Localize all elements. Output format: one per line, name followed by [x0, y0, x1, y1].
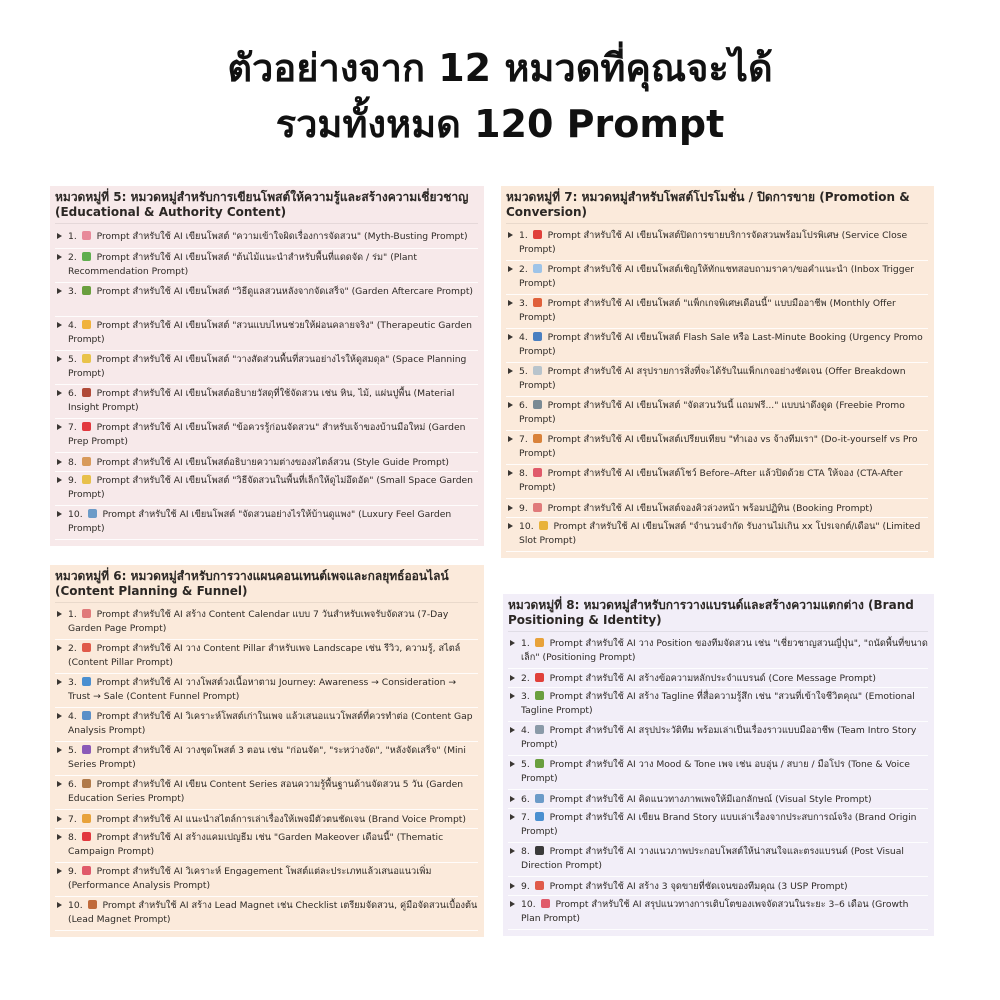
expand-triangle-icon[interactable] — [510, 761, 515, 767]
pin-icon — [82, 422, 91, 431]
prompt-list-item[interactable] — [55, 249, 478, 283]
prompt-number: 3. — [521, 691, 533, 702]
prompt-title: Prompt สำหรับใช้ AI เขียนโพสต์ "แพ็กเกจพิเศษเดือนนี้" แบบมืออาชีพ (Monthly Offer Prompt) — [519, 298, 896, 323]
pin-icon — [82, 832, 91, 841]
prompt-text — [519, 399, 928, 427]
expand-triangle-icon[interactable] — [57, 356, 62, 362]
prompt-title: Prompt สำหรับใช้ AI เขียนโพสต์ "ความเข้าใจผิดเรื่องการจัดสวน" (Myth-Busting Prompt) — [93, 230, 468, 242]
prompt-number: 2. — [68, 252, 80, 263]
prompt-title: Prompt สำหรับใช้ AI เขียนโพสต์ "จำนวนจำกัด รับงานไม่เกิน xx โปรเจกต์/เดือน" (Limited Slot Prompt) — [519, 521, 921, 546]
prompt-number: 9. — [68, 475, 80, 486]
prompt-text — [521, 724, 928, 752]
prompt-list-item[interactable] — [55, 897, 478, 931]
camera-icon — [535, 846, 544, 855]
prompt-number: 3. — [68, 677, 80, 688]
prompt-title: Prompt สำหรับใช้ AI เขียนโพสต์ "จัดสวนอย่างไรให้บ้านดูแพง" (Luxury Feel Garden Prompt) — [68, 509, 452, 534]
prompt-title: Prompt สำหรับใช้ AI วาง Content Pillar สำหรับเพจ Landscape เช่น รีวิว, ความรู้, สไตล์ (Content Pillar Prompt) — [68, 643, 461, 668]
chart-up-icon — [533, 468, 542, 477]
prompt-list-item[interactable] — [55, 640, 478, 674]
expand-triangle-icon[interactable] — [57, 713, 62, 719]
prompt-number: 9. — [68, 866, 80, 877]
expand-triangle-icon[interactable] — [510, 675, 515, 681]
brick-icon — [82, 388, 91, 397]
prompt-list-item[interactable] — [55, 472, 478, 506]
expand-triangle-icon[interactable] — [510, 814, 515, 820]
prompt-number: 7. — [68, 422, 80, 433]
prompt-text — [68, 676, 478, 704]
prompt-text — [68, 744, 478, 772]
prompt-text — [521, 898, 928, 926]
prompt-number: 5. — [521, 759, 533, 770]
prompt-title: Prompt สำหรับใช้ AI สรุปประวัติทีม พร้อมเล่าเป็นเรื่องราวแบบมืออาชีพ (Team Intro Story Prompt) — [521, 725, 917, 750]
prompt-list-item[interactable] — [55, 419, 478, 453]
expand-triangle-icon[interactable] — [57, 868, 62, 874]
prompt-text — [519, 520, 928, 548]
prompt-title: Prompt สำหรับใช้ AI วางชุดโพสต์ 3 ตอน เช่น "ก่อนจัด", "ระหว่างจัด", "หลังจัดเสร็จ" (Mini Series Prompt) — [68, 745, 466, 770]
prompt-title: Prompt สำหรับใช้ AI วาง Position ของทีมจัดสวน เช่น "เชี่ยวชาญสวนญี่ปุ่น", "ถนัดพื้นที่ขนาดเล็ก" (Positioning Prompt) — [521, 638, 928, 663]
prompt-text — [68, 387, 478, 415]
prompt-text — [521, 690, 928, 718]
prompt-number: 4. — [519, 332, 531, 343]
prompt-list-item[interactable] — [55, 829, 478, 863]
expand-triangle-icon[interactable] — [510, 693, 515, 699]
hero-heading — [0, 40, 1000, 152]
prompt-number: 4. — [68, 711, 80, 722]
prompt-number: 10. — [68, 900, 86, 911]
expand-triangle-icon[interactable] — [510, 727, 515, 733]
expand-triangle-icon[interactable] — [510, 796, 515, 802]
prompt-list-item[interactable] — [55, 317, 478, 351]
prompt-text — [68, 642, 478, 670]
prompt-text — [68, 899, 478, 927]
prompt-list-item[interactable] — [506, 329, 928, 363]
prompt-list-item[interactable] — [508, 877, 928, 896]
prompt-number: 4. — [68, 320, 80, 331]
herb-icon — [535, 691, 544, 700]
prompt-list-item[interactable] — [508, 669, 928, 688]
expand-triangle-icon[interactable] — [57, 611, 62, 617]
prompt-text — [521, 637, 928, 665]
prompt-title: Prompt สำหรับใช้ AI เขียนโพสต์ "วิธีดูแลสวนหลังจากจัดเสร็จ" (Garden Aftercare Prompt) — [93, 286, 474, 297]
expand-triangle-icon[interactable] — [57, 288, 62, 294]
ruler-icon — [82, 354, 91, 363]
prompt-list-item[interactable] — [55, 863, 478, 897]
notepad-icon — [535, 725, 544, 734]
prompt-text — [519, 467, 928, 495]
target-icon — [533, 230, 542, 239]
prompt-list-item[interactable] — [506, 518, 928, 552]
prompt-title: Prompt สำหรับใช้ AI สร้าง Content Calendar แบบ 7 วันสำหรับเพจรับจัดสวน (7-Day Garden Page Prompt) — [68, 609, 449, 634]
expand-triangle-icon[interactable] — [57, 511, 62, 517]
target-icon — [535, 673, 544, 682]
expand-triangle-icon[interactable] — [57, 834, 62, 840]
prompt-title: Prompt สำหรับใช้ AI วางโพสต์วงเนื้อหาตาม Journey: Awareness → Consideration → Trust → Sale (Content Funnel Prompt) — [68, 677, 457, 702]
prompt-text — [68, 608, 478, 636]
prompt-list-item[interactable] — [55, 606, 478, 640]
expand-triangle-icon[interactable] — [508, 470, 513, 476]
prompt-list-item[interactable] — [55, 742, 478, 776]
prompt-title: Prompt สำหรับใช้ AI เขียนโพสต์เชิญให้ทักแชทสอบถามราคา/ขอคำแนะนำ (Inbox Trigger Prompt) — [519, 264, 915, 289]
expand-triangle-icon[interactable] — [57, 645, 62, 651]
sparkle-icon — [82, 814, 91, 823]
prompt-title: Prompt สำหรับใช้ AI เขียน Brand Story แบบเล่าเรื่องจากประสบการณ์จริง (Brand Origin Prompt) — [521, 812, 917, 837]
chat-icon — [533, 264, 542, 273]
prompt-list-item[interactable] — [508, 896, 928, 930]
prompt-number: 1. — [521, 638, 533, 649]
prompt-number: 2. — [519, 264, 531, 275]
prompt-title: Prompt สำหรับใช้ AI วางแนวภาพประกอบโพสต์ให้น่าสนใจและตรงแบรนด์ (Post Visual Direction Prompt) — [521, 846, 904, 871]
picture-icon — [88, 509, 97, 518]
pill-icon — [535, 881, 544, 890]
herb-icon — [535, 759, 544, 768]
prompt-title: Prompt สำหรับใช้ AI เขียนโพสต์ "ต้นไม้แนะนำสำหรับพื้นที่แดดจัด / ร่ม" (Plant Recommendation Prompt) — [68, 252, 417, 277]
prompt-title: Prompt สำหรับใช้ AI วิเคราะห์โพสต์เก่าในเพจ แล้วเสนอแนวโพสต์ที่ควรทำต่อ (Content Gap Analysis Prompt) — [68, 711, 473, 736]
cart-icon — [533, 400, 542, 409]
expand-triangle-icon[interactable] — [57, 679, 62, 685]
prompt-title: Prompt สำหรับใช้ AI เขียนโพสต์เปรียบเทียบ "ทำเอง vs จ้างทีมเรา" (Do-it-yourself vs Pro Prompt) — [519, 434, 918, 459]
prompt-text — [519, 263, 928, 291]
prompt-title: Prompt สำหรับใช้ AI เขียนโพสต์ "จัดสวนวันนี้ แถมฟรี..." แบบน่าดึงดูด (Freebie Promo Prompt) — [519, 400, 905, 425]
prompt-text — [519, 433, 928, 461]
expand-triangle-icon[interactable] — [508, 523, 513, 529]
prompt-text — [521, 811, 928, 839]
prompt-title: Prompt สำหรับใช้ AI เขียนโพสต์โชว์ Before–After แล้วปิดด้วย CTA ให้จอง (CTA-After Prompt) — [519, 468, 903, 493]
panel-header: หมวดหมู่ที่ 8: หมวดหมู่สำหรับการวางแบรนด์และสร้างความแตกต่าง (Brand Positioning & Identity) — [508, 598, 928, 632]
prompt-list-item[interactable] — [508, 809, 928, 843]
prompt-list-item[interactable] — [55, 227, 478, 249]
prompt-title: Prompt สำหรับใช้ AI เขียนโพสต์ "วางสัดส่วนพื้นที่สวนอย่างไรให้ดูสมดุล" (Space Planning Prompt) — [68, 354, 467, 379]
expand-triangle-icon[interactable] — [510, 901, 515, 907]
expand-triangle-icon[interactable] — [57, 424, 62, 430]
expand-triangle-icon[interactable] — [510, 640, 515, 646]
prompt-number: 7. — [521, 812, 533, 823]
prompt-text — [521, 793, 928, 807]
prompt-list-item[interactable] — [506, 261, 928, 295]
expand-triangle-icon[interactable] — [508, 436, 513, 442]
expand-triangle-icon[interactable] — [510, 848, 515, 854]
cabinet-icon — [82, 779, 91, 788]
prompt-text — [521, 758, 928, 786]
prompt-text — [68, 230, 478, 244]
prompt-text — [68, 710, 478, 738]
prompt-title: Prompt สำหรับใช้ AI เขียนโพสต์ปิดการขายบริการจัดสวนพร้อมโปรพิเศษ (Service Close Prompt) — [519, 230, 908, 255]
prompt-list-item[interactable] — [508, 722, 928, 756]
expand-triangle-icon[interactable] — [57, 477, 62, 483]
prompt-title: Prompt สำหรับใช้ AI สร้างข้อความหลักประจำแบรนด์ (Core Message Prompt) — [546, 672, 876, 684]
pill-icon — [82, 643, 91, 652]
prompt-title: Prompt สำหรับใช้ AI คิดแนวทางภาพเพจให้มีเอกลักษณ์ (Visual Style Prompt) — [546, 793, 872, 805]
prompt-title: Prompt สำหรับใช้ AI เขียนโพสต์ "สวนแบบไหนช่วยให้ผ่อนคลายจริง" (Therapeutic Garden Prompt) — [68, 320, 472, 345]
calendar-icon — [82, 609, 91, 618]
expand-triangle-icon[interactable] — [508, 300, 513, 306]
prompt-number: 3. — [519, 298, 531, 309]
prompt-title: Prompt สำหรับใช้ AI วิเคราะห์ Engagement โพสต์แต่ละประเภทแล้วเสนอแนวเพิ่ม (Performance Analysis Prompt) — [68, 866, 432, 891]
prompt-title: Prompt สำหรับใช้ AI เขียนโพสต์จองคิวล่วงหน้า พร้อมปฏิทิน (Booking Prompt) — [544, 502, 873, 514]
triangle-ruler-icon — [82, 475, 91, 484]
expand-triangle-icon[interactable] — [57, 747, 62, 753]
prompt-title: Prompt สำหรับใช้ AI สร้าง Tagline ที่สื่อความรู้สึก เช่น "สวนที่เข้าใจชีวิตคุณ" (Emotional Tagline Prompt) — [521, 691, 915, 716]
prompt-list-item[interactable] — [55, 674, 478, 708]
prompt-list-item[interactable] — [506, 295, 928, 329]
expand-triangle-icon[interactable] — [57, 902, 62, 908]
prompt-list-item[interactable] — [55, 810, 478, 829]
plant-icon — [82, 252, 91, 261]
prompt-list-item[interactable] — [506, 363, 928, 397]
bar-chart-icon — [82, 711, 91, 720]
label-icon — [533, 298, 542, 307]
panel-category-7 — [501, 186, 934, 558]
prompt-number: 10. — [521, 899, 539, 910]
prompt-title: Prompt สำหรับใช้ AI สร้าง 3 จุดขายที่ชัดเจนของทีมคุณ (3 USP Prompt) — [546, 880, 848, 892]
prompt-number: 8. — [521, 846, 533, 857]
prompt-number: 8. — [68, 832, 80, 843]
prompt-text — [519, 365, 928, 393]
prompt-number: 2. — [521, 672, 533, 684]
prompt-list-item[interactable] — [506, 227, 928, 261]
panel-category-6 — [50, 565, 484, 937]
lock-icon — [539, 521, 548, 530]
prompt-list-item[interactable] — [506, 465, 928, 499]
palette-icon — [82, 457, 91, 466]
prompt-number: 5. — [519, 366, 531, 377]
expand-triangle-icon[interactable] — [57, 781, 62, 787]
expand-triangle-icon[interactable] — [508, 368, 513, 374]
prompt-title: Prompt สำหรับใช้ AI สรุปรายการสิ่งที่จะได้รับในแพ็กเกจอย่างชัดเจน (Offer Breakdown Prompt) — [519, 366, 906, 391]
panel-category-8 — [503, 594, 934, 936]
prompt-list-item[interactable] — [506, 431, 928, 465]
prompt-list-item[interactable] — [508, 688, 928, 722]
prompt-list-item[interactable] — [508, 756, 928, 790]
refresh-icon — [82, 677, 91, 686]
prompt-text — [68, 285, 478, 299]
prompt-list-item[interactable] — [506, 397, 928, 431]
prompt-list-item[interactable] — [508, 790, 928, 809]
prompt-list-item[interactable] — [508, 843, 928, 877]
prompt-title: Prompt สำหรับใช้ AI สร้าง Lead Magnet เช่น Checklist เตรียมจัดสวน, คู่มือจัดสวนเบื้องต้น (Lead Magnet Prompt) — [68, 900, 478, 925]
prompt-text — [68, 319, 478, 347]
prompt-list-item[interactable] — [508, 635, 928, 669]
prompt-list-item[interactable] — [55, 506, 478, 540]
prompt-number: 10. — [68, 509, 86, 520]
prompt-number: 3. — [68, 286, 80, 297]
prompt-text — [68, 251, 478, 279]
hero-line-2: รวมทั้งหมด 120 Prompt — [275, 102, 725, 146]
prompt-list-item[interactable] — [55, 453, 478, 472]
prompt-text — [68, 778, 478, 806]
prompt-text — [521, 845, 928, 873]
panel-category-5 — [50, 186, 484, 546]
megaphone-icon — [533, 332, 542, 341]
prompt-title: Prompt สำหรับใช้ AI เขียนโพสต์ Flash Sale หรือ Last-Minute Booking (Urgency Promo Prompt) — [519, 332, 923, 357]
handshake-icon — [533, 434, 542, 443]
prompt-number: 1. — [68, 230, 80, 242]
prompt-list-item[interactable] — [506, 499, 928, 518]
prompt-number: 5. — [68, 745, 80, 756]
candle-icon — [82, 320, 91, 329]
prompt-number: 9. — [521, 880, 533, 892]
prompt-text — [68, 353, 478, 381]
prompt-text — [68, 456, 478, 470]
prompt-number: 1. — [519, 230, 531, 241]
prompt-number: 10. — [519, 521, 537, 532]
prompt-text — [521, 880, 928, 894]
prompt-number: 6. — [521, 793, 533, 805]
prompt-title: Prompt สำหรับใช้ AI เขียนโพสต์อธิบายวัสดุที่ใช้จัดสวน เช่น หิน, ไม้, แผ่นปูพื้น (Material Insight Prompt) — [68, 388, 455, 413]
prompt-title: Prompt สำหรับใช้ AI สร้างแคมเปญธีม เช่น "Garden Makeover เดือนนี้" (Thematic Campaign Prompt) — [68, 832, 444, 857]
prompt-text — [519, 297, 928, 325]
prompt-text — [519, 331, 928, 359]
prompt-number: 2. — [68, 643, 80, 654]
prompt-title: Prompt สำหรับใช้ AI สรุปแนวทางการเติบโตของเพจจัดสวนในระยะ 3–6 เดือน (Growth Plan Prompt) — [521, 899, 909, 924]
herb-icon — [82, 286, 91, 295]
prompt-list-item[interactable] — [55, 351, 478, 385]
picture-icon — [535, 794, 544, 803]
panel-header: หมวดหมู่ที่ 5: หมวดหมู่สำหรับการเขียนโพสต์ให้ความรู้และสร้างความเชี่ยวชาญ (Educational & Authority Content) — [55, 190, 478, 224]
prompt-number: 8. — [519, 468, 531, 479]
expand-triangle-icon[interactable] — [57, 233, 62, 239]
expand-triangle-icon[interactable] — [57, 459, 62, 465]
prompt-title: Prompt สำหรับใช้ AI แนะนำสไตล์การเล่าเรื่องให้เพจมีตัวตนชัดเจน (Brand Voice Prompt) — [93, 813, 466, 825]
expand-triangle-icon[interactable] — [508, 505, 513, 511]
prompt-text — [519, 502, 928, 516]
prompt-list-item[interactable] — [55, 385, 478, 419]
prompt-title: Prompt สำหรับใช้ AI วาง Mood & Tone เพจ เช่น อบอุ่น / สบาย / มือโปร (Tone & Voice Prompt) — [521, 759, 910, 784]
prompt-text — [519, 229, 928, 257]
prompt-title: Prompt สำหรับใช้ AI เขียนโพสต์ "ข้อควรรู้ก่อนจัดสวน" สำหรับเจ้าของบ้านมือใหม่ (Garden Prep Prompt) — [68, 422, 466, 447]
prompt-number: 7. — [68, 813, 80, 825]
prompt-number: 9. — [519, 502, 531, 514]
prompt-list-item[interactable] — [55, 283, 478, 317]
chart-up-icon — [541, 899, 550, 908]
brain-icon — [82, 231, 91, 240]
prompt-number: 6. — [68, 779, 80, 790]
expand-triangle-icon[interactable] — [508, 334, 513, 340]
prompt-number: 5. — [68, 354, 80, 365]
expand-triangle-icon[interactable] — [508, 402, 513, 408]
prompt-number: 8. — [68, 456, 80, 468]
expand-triangle-icon[interactable] — [57, 816, 62, 822]
expand-triangle-icon[interactable] — [510, 883, 515, 889]
prompt-number: 7. — [519, 434, 531, 445]
books-icon — [82, 745, 91, 754]
prompt-number: 4. — [521, 725, 533, 736]
panel-header: หมวดหมู่ที่ 7: หมวดหมู่สำหรับโพสต์โปรโมชั่น / ปิดการขาย (Promotion & Conversion) — [506, 190, 928, 224]
prompt-text — [521, 672, 928, 686]
prompt-list-item[interactable] — [55, 776, 478, 810]
prompt-text — [68, 813, 478, 827]
chart-up-icon — [82, 866, 91, 875]
prompt-title: Prompt สำหรับใช้ AI เขียนโพสต์อธิบายความต่างของสไตล์สวน (Style Guide Prompt) — [93, 456, 450, 468]
prompt-title: Prompt สำหรับใช้ AI เขียน Content Series สอนความรู้พื้นฐานด้านจัดสวน 5 วัน (Garden Education Series Prompt) — [68, 779, 464, 804]
prompt-list-item[interactable] — [55, 708, 478, 742]
sparkle-icon — [535, 638, 544, 647]
expand-triangle-icon[interactable] — [508, 232, 513, 238]
receipt-icon — [533, 366, 542, 375]
prompt-text — [68, 421, 478, 449]
prompt-text — [68, 474, 478, 502]
expand-triangle-icon[interactable] — [57, 390, 62, 396]
prompt-number: 6. — [68, 388, 80, 399]
book-icon — [535, 812, 544, 821]
hero-line-1: ตัวอย่างจาก 12 หมวดที่คุณจะได้ — [227, 46, 773, 90]
prompt-text — [68, 508, 478, 536]
expand-triangle-icon[interactable] — [508, 266, 513, 272]
prompt-number: 1. — [68, 609, 80, 620]
prompt-number: 6. — [519, 400, 531, 411]
expand-triangle-icon[interactable] — [57, 322, 62, 328]
expand-triangle-icon[interactable] — [57, 254, 62, 260]
prompt-text — [68, 831, 478, 859]
panel-header: หมวดหมู่ที่ 6: หมวดหมู่สำหรับการวางแผนคอนเทนต์เพจและกลยุทธ์ออนไลน์ (Content Planning & Funnel) — [55, 569, 478, 603]
prompt-text — [68, 865, 478, 893]
prompt-title: Prompt สำหรับใช้ AI เขียนโพสต์ "วิธีจัดสวนในพื้นที่เล็กให้ดูไม่อึดอัด" (Small Space Garden Prompt) — [68, 475, 473, 500]
calendar-icon — [533, 503, 542, 512]
download-icon — [88, 900, 97, 909]
